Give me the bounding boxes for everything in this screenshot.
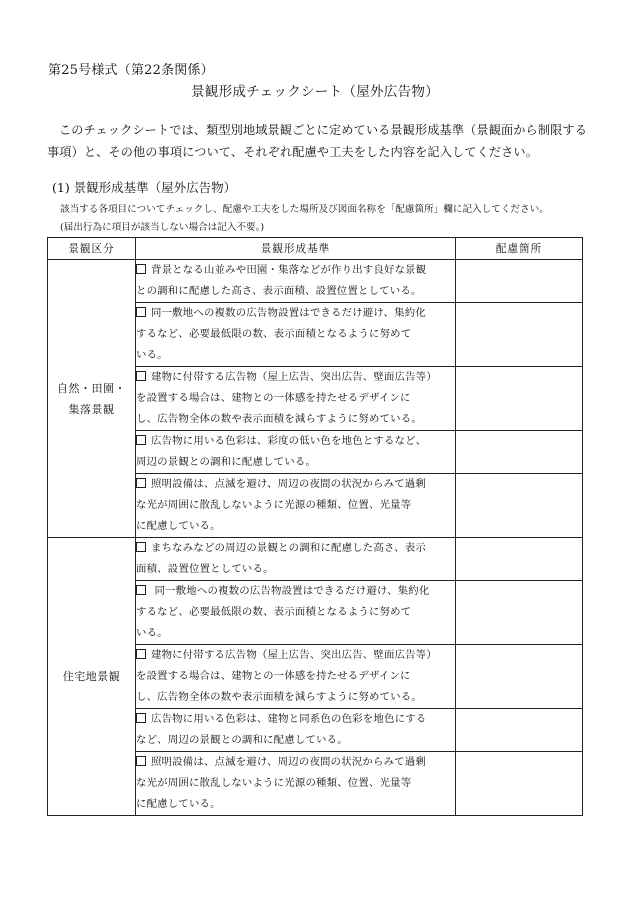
table-body [48, 260, 583, 816]
checkbox[interactable] [136, 435, 146, 445]
criteria-text [136, 666, 455, 687]
criteria-text-line: を設置する場合は、建物との一体感を持たせるデザインに [136, 670, 411, 682]
criteria-text-line: まちなみなどの周辺の景観との調和に配慮した高さ、表示 [151, 542, 426, 554]
criteria-text-line: など、周辺の景観との調和に配慮している。 [136, 734, 348, 746]
criteria-cell [136, 538, 456, 581]
location-input-cell[interactable] [456, 431, 583, 474]
form-number: 第25号様式（第22条関係） [48, 63, 214, 78]
checkbox[interactable] [136, 585, 146, 595]
location-input-cell[interactable] [456, 367, 583, 431]
criteria-text-line: いる。 [136, 349, 168, 361]
table-row [48, 538, 583, 581]
criteria-text [136, 559, 455, 580]
category-cell [48, 538, 136, 816]
location-input-cell[interactable] [456, 303, 583, 367]
checkbox[interactable] [136, 478, 146, 488]
table-row [48, 260, 583, 303]
header-location: 配慮箇所 [456, 238, 583, 260]
criteria-text [136, 516, 455, 537]
criteria-text-line: 広告物に用いる色彩は、彩度の低い色を地色とするなど、 [151, 435, 427, 447]
criteria-text-line: 面積、設置位置としている。 [136, 563, 274, 575]
criteria-text [136, 687, 455, 708]
criteria-text-line: 背景となる山並みや田園・集落などが作り出す良好な景観 [151, 264, 427, 276]
criteria-cell [136, 303, 456, 367]
criteria-text [136, 281, 455, 302]
checkbox[interactable] [136, 713, 146, 723]
criteria-text [136, 752, 455, 773]
criteria-text-line: 広告物に用いる色彩は、建物と同系色の色彩を地色にする [151, 713, 427, 725]
criteria-text [136, 260, 455, 281]
instruction-note: 該当する各項目についてチェックし、配慮や工夫をした場所及び図面名称を「配慮箇所」欄に記入してください。 [60, 204, 549, 215]
criteria-text [136, 730, 455, 751]
location-input-cell[interactable] [456, 260, 583, 303]
checkbox[interactable] [136, 649, 146, 659]
criteria-table [47, 237, 583, 816]
criteria-text-line: 周辺の景観との調和に配慮している。 [136, 456, 317, 468]
criteria-text [136, 474, 455, 495]
criteria-text [136, 324, 455, 345]
criteria-text [136, 709, 455, 730]
location-input-cell[interactable] [456, 752, 583, 816]
criteria-text-line: な光が周囲に散乱しないように光源の種類、位置、光量等 [136, 777, 412, 789]
criteria-text [136, 645, 455, 666]
section-heading: (1) 景観形成基準（屋外広告物） [52, 180, 237, 195]
criteria-text-line: 同一敷地への複数の広告物設置はできるだけ避け、集約化 [151, 585, 430, 597]
category-cell [48, 260, 136, 538]
criteria-cell [136, 367, 456, 431]
criteria-text [136, 495, 455, 516]
header-criteria: 景観形成基準 [136, 238, 456, 260]
criteria-text [136, 409, 455, 430]
table-header-row [48, 238, 583, 260]
page-title: 景観形成チェックシート（屋外広告物） [191, 84, 439, 100]
criteria-text-line: に配慮している。 [136, 520, 221, 532]
criteria-cell [136, 431, 456, 474]
criteria-text [136, 794, 455, 815]
criteria-text-line: 照明設備は、点滅を避け、周辺の夜間の状況からみて過剰 [151, 756, 426, 768]
location-input-cell[interactable] [456, 709, 583, 752]
intro-paragraph: このチェックシートでは、類型別地域景観ごとに定めている景観形成基準（景観面から制限する事項）と、その他の事項について、それぞれ配慮や工夫をした内容を記入してください。 [47, 123, 587, 159]
category-label: 自然・田園・ [57, 381, 126, 395]
criteria-text [136, 431, 455, 452]
criteria-text [136, 623, 455, 644]
criteria-text [136, 367, 455, 388]
criteria-text-line: 建物に付帯する広告物（屋上広告、突出広告、壁面広告等） [151, 649, 437, 661]
criteria-cell [136, 474, 456, 538]
criteria-text [136, 773, 455, 794]
criteria-text [136, 602, 455, 623]
criteria-text-line: し、広告物全体の数や表示面積を減らすように努めている。 [136, 413, 422, 425]
header-category: 景観区分 [48, 238, 136, 260]
criteria-text-line: に配慮している。 [136, 798, 221, 810]
exemption-note: (届出行為に項目が該当しない場合は記入不要。) [60, 222, 265, 233]
criteria-text [136, 345, 455, 366]
criteria-text-line: 同一敷地への複数の広告物設置はできるだけ避け、集約化 [151, 307, 426, 319]
criteria-text-line: し、広告物全体の数や表示面積を減らすように努めている。 [136, 691, 422, 703]
criteria-text-line: 建物に付帯する広告物（屋上広告、突出広告、壁面広告等） [151, 371, 437, 383]
criteria-text-line: を設置する場合は、建物との一体感を持たせるデザインに [136, 392, 411, 404]
criteria-text [136, 452, 455, 473]
criteria-text-line: するなど、必要最低限の数、表示面積となるように努めて [136, 328, 412, 340]
criteria-text [136, 581, 455, 602]
location-input-cell[interactable] [456, 645, 583, 709]
criteria-text [136, 388, 455, 409]
checkbox[interactable] [136, 371, 146, 381]
checkbox[interactable] [136, 307, 146, 317]
criteria-text-line: するなど、必要最低限の数、表示面積となるように努めて [136, 606, 412, 618]
criteria-text-line: な光が周囲に散乱しないように光源の種類、位置、光量等 [136, 499, 412, 511]
checkbox[interactable] [136, 264, 146, 274]
checkbox[interactable] [136, 756, 146, 766]
checkbox[interactable] [136, 542, 146, 552]
criteria-text-line: 照明設備は、点滅を避け、周辺の夜間の状況からみて過剰 [151, 478, 426, 490]
criteria-text-line: いる。 [136, 627, 168, 639]
criteria-cell [136, 709, 456, 752]
location-input-cell[interactable] [456, 474, 583, 538]
criteria-text-line: との調和に配慮した高さ、表示面積、設置位置としている。 [136, 285, 422, 297]
location-input-cell[interactable] [456, 581, 583, 645]
criteria-text [136, 303, 455, 324]
criteria-cell [136, 581, 456, 645]
criteria-text [136, 538, 455, 559]
location-input-cell[interactable] [456, 538, 583, 581]
category-label: 住宅地景観 [62, 670, 121, 683]
category-label: 集落景観 [68, 402, 115, 416]
criteria-cell [136, 260, 456, 303]
criteria-cell [136, 752, 456, 816]
criteria-cell [136, 645, 456, 709]
